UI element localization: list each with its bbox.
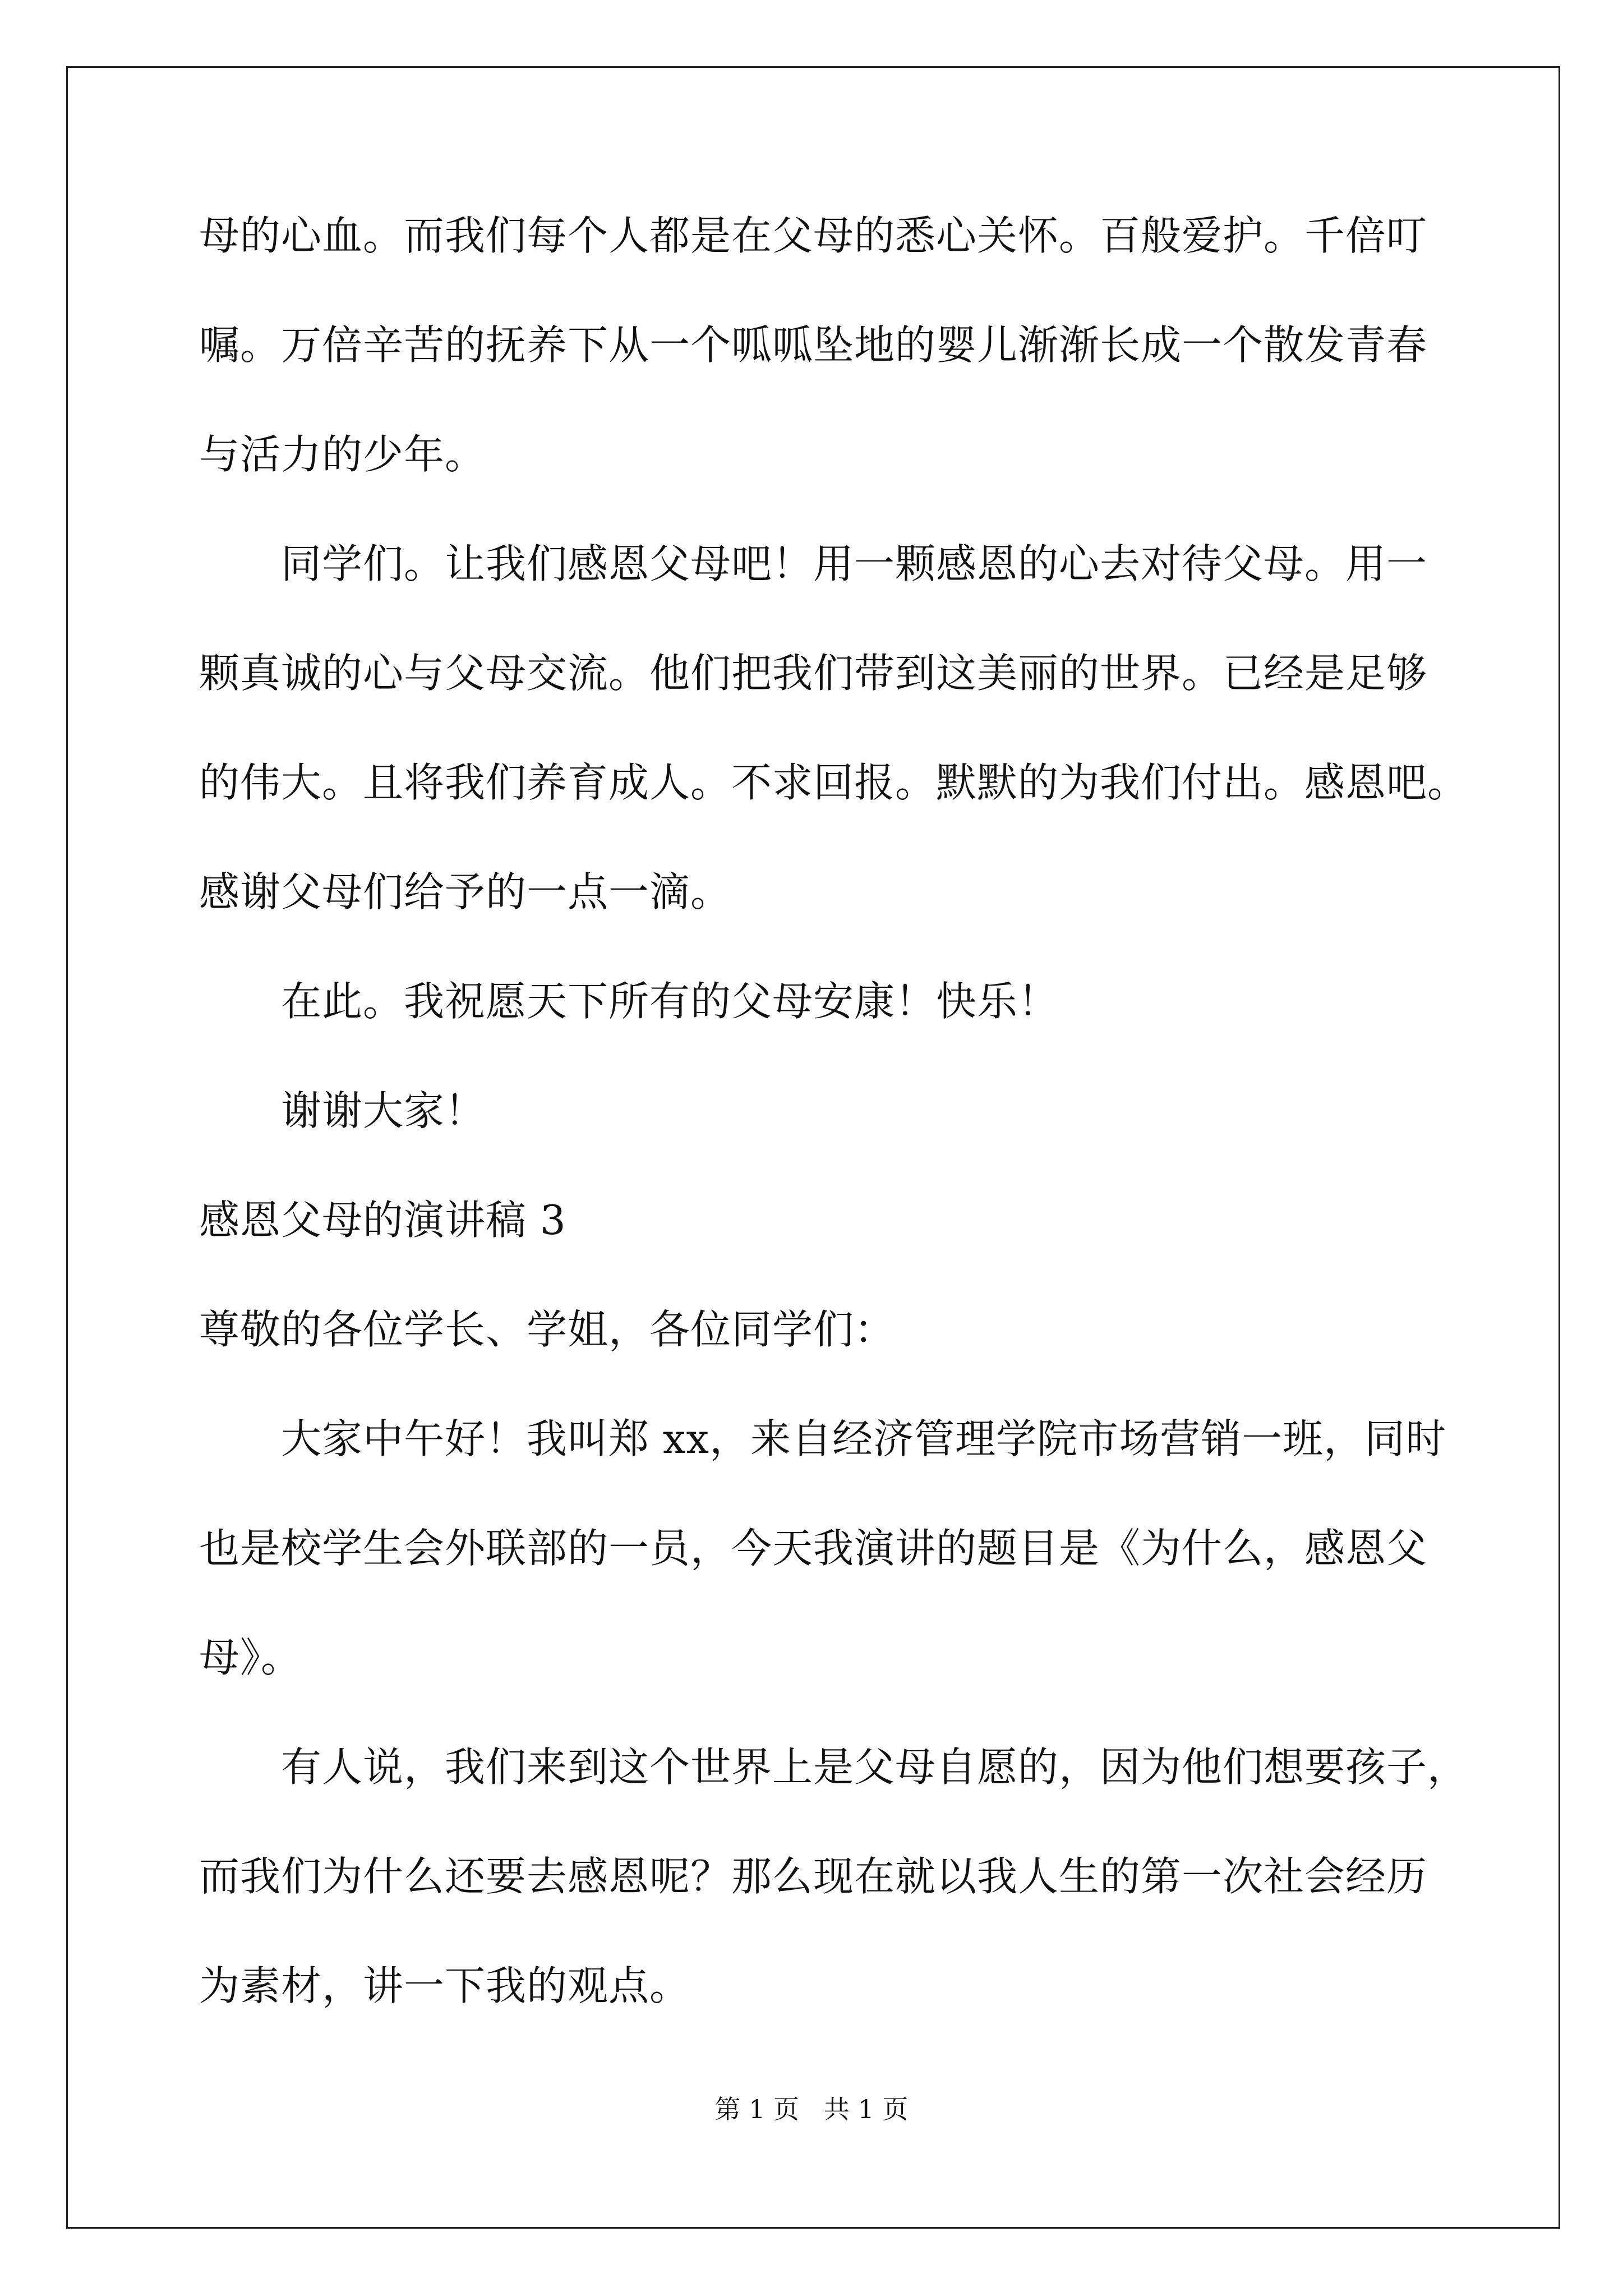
- paragraph-line: 大家中午好！我叫郑 xx，来自经济管理学院市场营销一班，同时: [281, 1415, 1447, 1462]
- section-heading: 感恩父母的演讲稿 3: [199, 1197, 566, 1244]
- paragraph-line: 母》。: [199, 1634, 302, 1681]
- paragraph-line: 有人说，我们来到这个世界上是父母自愿的，因为他们想要孩子，: [281, 1743, 1469, 1791]
- paragraph-line: 在此。我祝愿天下所有的父母安康！快乐！: [281, 978, 1059, 1025]
- paragraph-line: 母的心血。而我们每个人都是在父母的悉心关怀。百般爱护。千倍叮: [199, 212, 1428, 259]
- paragraph-line: 感谢父母们给予的一点一滴。: [199, 868, 732, 915]
- paragraph-line: 嘱。万倍辛苦的抚养下从一个呱呱坠地的婴儿渐渐长成一个散发青春: [199, 321, 1428, 369]
- salutation: 尊敬的各位学长、学姐，各位同学们：: [199, 1306, 896, 1353]
- paragraph-line: 颗真诚的心与父母交流。他们把我们带到这美丽的世界。已经是足够: [199, 650, 1428, 697]
- page-number: 第 1 页 共 1 页: [714, 2094, 909, 2124]
- paragraph-line: 而我们为什么还要去感恩呢？那么现在就以我人生的第一次社会经历: [199, 1853, 1428, 1900]
- page-footer: [0, 2092, 1623, 2126]
- paragraph-line: 同学们。让我们感恩父母吧！用一颗感恩的心去对待父母。用一: [281, 540, 1428, 587]
- paragraph-line: 的伟大。且将我们养育成人。不求回报。默默的为我们付出。感恩吧。: [199, 759, 1469, 806]
- paragraph-line: 为素材，讲一下我的观点。: [199, 1962, 691, 2009]
- paragraph-line: 与活力的少年。: [199, 431, 486, 478]
- paragraph-line: 谢谢大家！: [281, 1087, 486, 1134]
- paragraph-line: 也是校学生会外联部的一员，今天我演讲的题目是《为什么，感恩父: [199, 1525, 1428, 1572]
